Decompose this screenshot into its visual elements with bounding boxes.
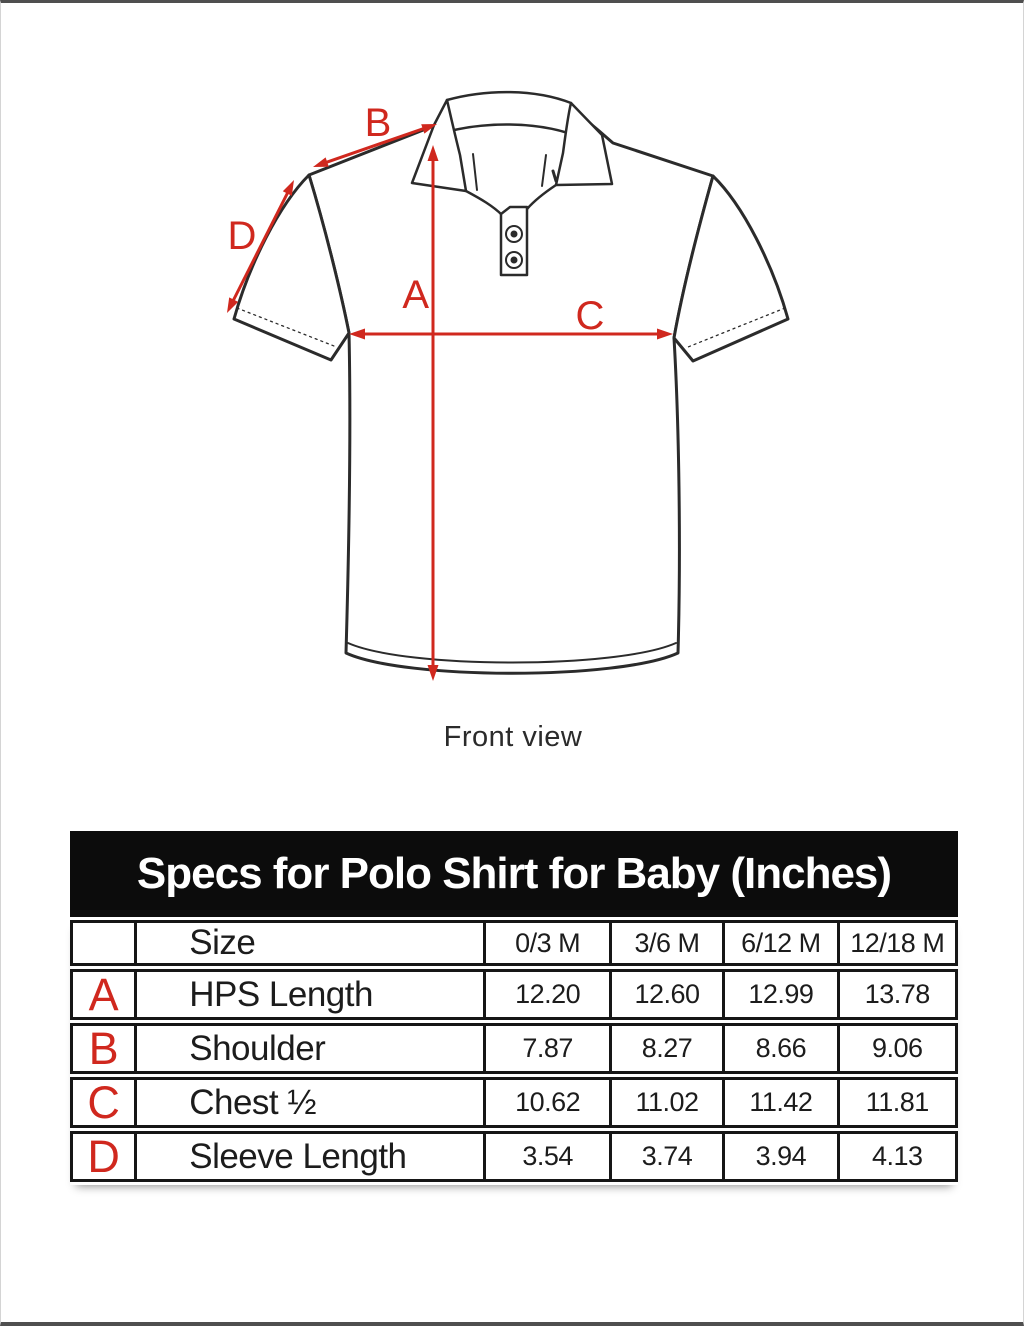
table-row-shoulder	[70, 1023, 958, 1074]
header-size-label: Size	[137, 920, 486, 966]
table-row-hps-length	[70, 969, 958, 1020]
arrow-label-a: A	[402, 273, 429, 317]
arrow-label-c: C	[575, 294, 605, 338]
polo-shirt-diagram	[1, 3, 1024, 703]
measurement-name: HPS Length	[137, 969, 486, 1020]
measurement-value: 3.54	[486, 1131, 611, 1182]
measurement-value: 13.78	[840, 969, 958, 1020]
measurement-value: 11.42	[725, 1077, 839, 1128]
arrow-label-b: B	[364, 101, 392, 145]
measurement-value: 8.27	[612, 1023, 725, 1074]
measurement-value: 12.99	[725, 969, 839, 1020]
measurement-name: Chest ½	[137, 1077, 486, 1128]
measurement-value: 11.81	[840, 1077, 958, 1128]
measurement-value: 8.66	[725, 1023, 839, 1074]
measurement-value: 10.62	[486, 1077, 611, 1128]
arrow-b-head-tail	[313, 157, 329, 167]
specs-section	[70, 831, 958, 1185]
measurement-value: 3.94	[725, 1131, 839, 1182]
size-col-6-12m: 6/12 M	[725, 920, 839, 966]
button-bottom-center	[511, 257, 518, 264]
row-letter: C	[70, 1077, 137, 1128]
measurement-name: Sleeve Length	[137, 1131, 486, 1182]
size-col-0-3m: 0/3 M	[486, 920, 611, 966]
measurement-value: 11.02	[612, 1077, 725, 1128]
specs-table	[70, 917, 958, 1185]
measurement-value: 12.60	[612, 969, 725, 1020]
arrow-a-head-bottom	[428, 665, 439, 681]
specs-table-title: Specs for Polo Shirt for Baby (Inches)	[70, 831, 958, 917]
row-letter: A	[70, 969, 137, 1020]
diagram-caption: Front view	[443, 721, 583, 753]
measurement-value: 9.06	[840, 1023, 958, 1074]
row-letter: B	[70, 1023, 137, 1074]
button-top-center	[511, 231, 518, 238]
measurement-value: 7.87	[486, 1023, 611, 1074]
measurement-value: 3.74	[612, 1131, 725, 1182]
shirt-body	[309, 106, 713, 673]
header-letter-cell	[70, 920, 137, 966]
table-row-chest	[70, 1077, 958, 1128]
size-col-12-18m: 12/18 M	[840, 920, 958, 966]
arrow-label-d: D	[227, 214, 257, 258]
table-row-sleeve-length	[70, 1131, 958, 1182]
measurement-value: 12.20	[486, 969, 611, 1020]
size-col-3-6m: 3/6 M	[612, 920, 725, 966]
row-letter: D	[70, 1131, 137, 1182]
measurement-name: Shoulder	[137, 1023, 486, 1074]
measurement-value: 4.13	[840, 1131, 958, 1182]
table-header-row	[70, 920, 958, 966]
